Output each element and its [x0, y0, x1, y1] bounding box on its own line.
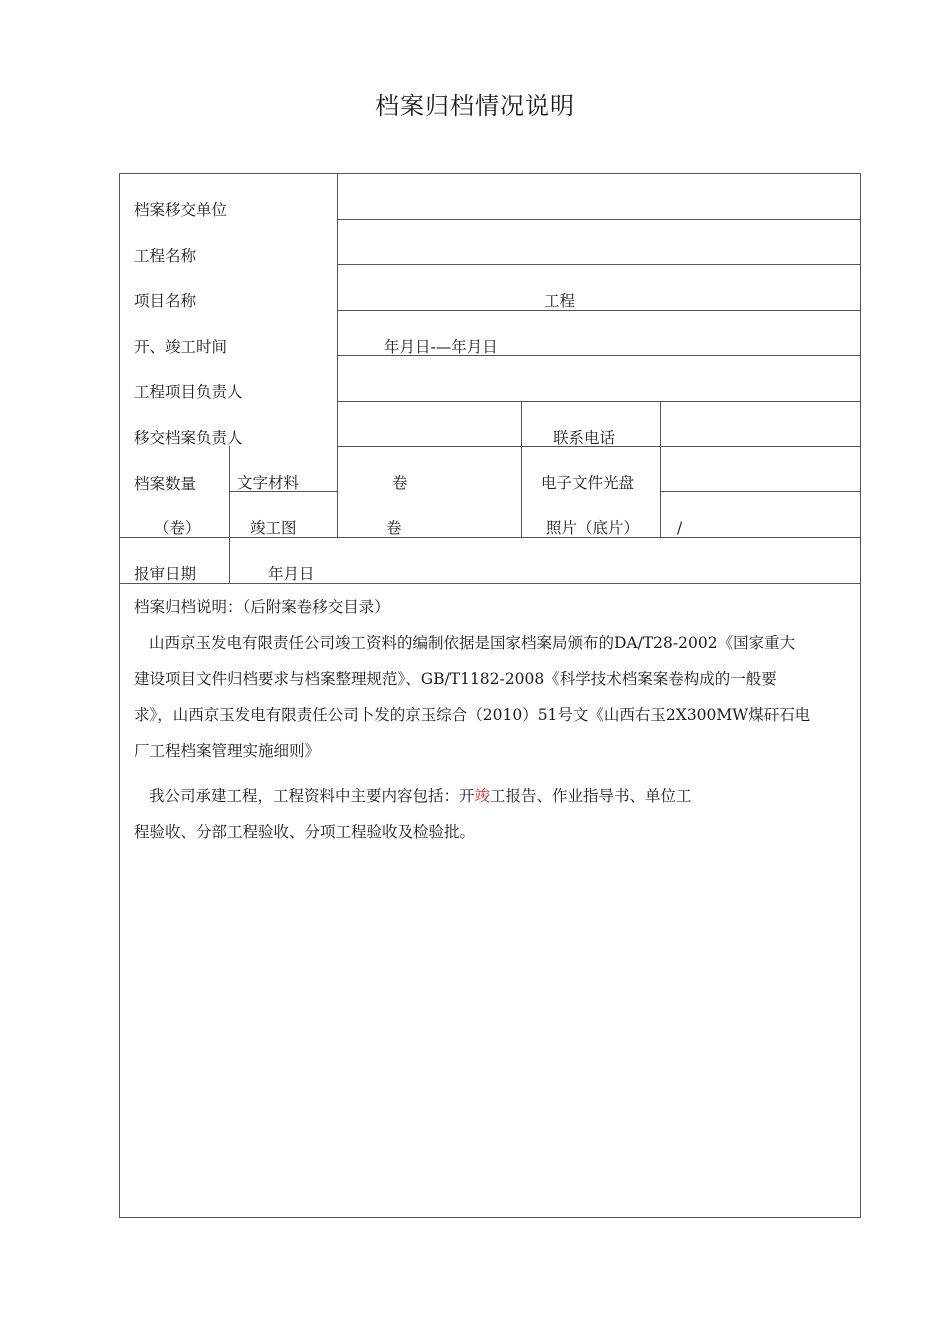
- notes-highlight: 竣: [474, 787, 491, 805]
- notes-text: 我公司承建工程，工程资料中主要内容包括：开: [149, 787, 475, 805]
- phone-label: 联系电话: [553, 429, 616, 447]
- row-divider: [660, 491, 861, 492]
- notes-heading: 档案归档说明：（后附案卷移交目录）: [134, 598, 390, 616]
- item-name-value: 工程: [544, 292, 576, 310]
- notes-line: 厂工程档案管理实施细则》: [134, 742, 321, 760]
- time-label: 开、竣工时间: [134, 338, 228, 356]
- report-date-label: 报审日期: [134, 565, 197, 583]
- item-name-label: 项目名称: [134, 292, 197, 310]
- notes-text: 工报告、作业指导书、单位工: [490, 787, 692, 805]
- notes-line: 程验收、分部工程验收、分项工程验收及检验批。: [134, 823, 476, 841]
- notes-paragraph-2: [134, 778, 858, 850]
- column-divider: [660, 401, 661, 537]
- notes-line: 建设项目文件归档要求与档案整理规范》、GB/T1182-2008《科学技术档案案卷构成的一般要: [134, 670, 777, 688]
- notes-paragraph-1: [134, 625, 858, 769]
- photo-value: /: [677, 519, 683, 537]
- notes-line: 山西京玉发电有限责任公司竣工资料的编制依据是国家档案局颁布的DA/T28-2002《国家重大: [149, 634, 796, 652]
- row-divider: [338, 401, 861, 402]
- drawing-unit: 卷: [386, 519, 402, 537]
- column-divider: [521, 401, 522, 537]
- time-value: 年月日-—年月日: [384, 338, 498, 356]
- row-divider: [338, 264, 861, 265]
- notes-line: [134, 778, 858, 814]
- report-date-value: 年月日: [268, 565, 315, 583]
- column-divider: [229, 446, 230, 583]
- count-unit: （卷）: [154, 519, 201, 537]
- row-divider: [338, 219, 861, 220]
- row-divider: [119, 583, 861, 584]
- text-material-label: 文字材料: [237, 474, 300, 492]
- notes-line: 求》，山西京玉发电有限责任公司卜发的京玉综合（2010）51号文《山西右玉2X300MW煤矸石电: [134, 706, 811, 724]
- text-material-unit: 卷: [392, 474, 408, 492]
- drawing-label: 竣工图: [250, 519, 297, 537]
- page-title: 档案归档情况说明: [375, 92, 575, 120]
- photo-label: 照片（底片）: [546, 519, 640, 537]
- transfer-lead-label: 移交档案负责人: [134, 429, 243, 447]
- row-divider: [338, 310, 861, 311]
- disc-label: 电子文件光盘: [541, 474, 635, 492]
- count-label: 档案数量: [134, 475, 197, 493]
- transfer-unit-label: 档案移交单位: [134, 201, 228, 219]
- project-lead-label: 工程项目负责人: [134, 383, 243, 401]
- project-name-label: 工程名称: [134, 247, 197, 265]
- column-divider: [337, 173, 338, 537]
- row-divider: [119, 537, 861, 538]
